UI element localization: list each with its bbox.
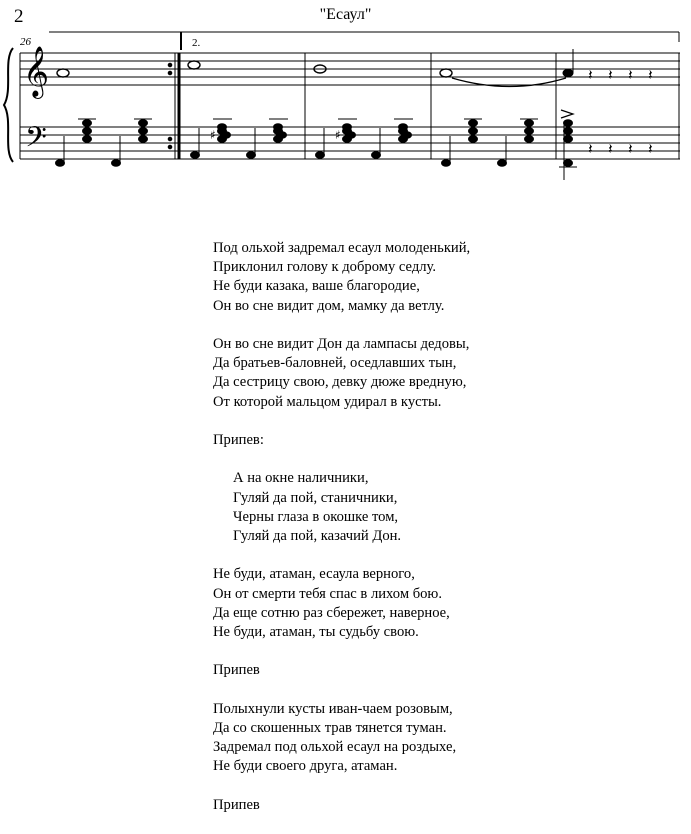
lyric-line: Не буди своего друга, атаман.: [213, 758, 398, 775]
lyric-line: Да сестрицу свою, девку дюже вредную,: [213, 374, 467, 391]
treble-staff: [20, 53, 680, 85]
lyric-line: Не буди, атаман, есаула верного,: [213, 566, 415, 583]
bass-clef-icon: 𝄢: [25, 121, 47, 161]
song-title: "Есаул": [319, 6, 372, 23]
svg-text:𝄽: 𝄽: [608, 66, 613, 84]
volta-bracket: [49, 32, 679, 50]
volta-label: 2.: [192, 37, 201, 49]
chorus-label-block: [213, 431, 470, 450]
lyrics: [213, 239, 470, 834]
lyric-line: Да со скошенных трав тянется туман.: [213, 719, 447, 736]
chorus: [213, 469, 470, 546]
lyric-line: Черны глаза в окошке том,: [233, 508, 399, 525]
music-score: [0, 0, 691, 200]
svg-text:𝄽: 𝄽: [648, 66, 653, 84]
verse-1: [213, 239, 470, 316]
lyric-line: Задремал под ольхой есаул на роздыхе,: [213, 739, 457, 756]
accent-mark: [561, 110, 573, 118]
lyric-line: Не буди казака, ваше благородие,: [213, 278, 420, 295]
svg-text:𝄽: 𝄽: [648, 140, 653, 158]
lyric-line: Он во сне видит дом, мамку да ветлу.: [213, 297, 445, 314]
bass-notes: [56, 119, 578, 180]
lyric-line: Да братьев-баловней, оседлавших тын,: [213, 355, 457, 372]
svg-text:♯: ♯: [210, 128, 216, 142]
lyric-line: Не буди, атаман, ты судьбу свою.: [213, 624, 419, 640]
svg-text:𝄽: 𝄽: [628, 66, 633, 84]
page-number: 2: [14, 6, 24, 27]
system-brace: [4, 48, 13, 162]
measure-number: 26: [20, 36, 31, 48]
lyric-line: Гуляй да пой, станичники,: [233, 489, 398, 506]
refrain-1: [213, 661, 470, 680]
svg-text:𝄽: 𝄽: [588, 66, 593, 84]
treble-clef-icon: 𝄞: [23, 46, 50, 97]
lyric-line: Он во сне видит Дон да лампасы дедовы,: [213, 336, 470, 352]
verse-2: [213, 335, 470, 412]
lyric-line: Полыхнули кусты иван-чаем розовым,: [213, 700, 453, 717]
svg-text:♯: ♯: [335, 128, 341, 142]
lyric-line: Под ольхой задремал есаул молоденький,: [213, 240, 471, 256]
lyric-line: Да еще сотню раз сбережет, наверное,: [213, 604, 450, 621]
refrain-2: [213, 796, 470, 815]
refrain-label: Припев: [213, 796, 260, 813]
lyric-line: Приклонил голову к доброму седлу.: [213, 259, 437, 276]
lyric-line: Гуляй да пой, казачий Дон.: [233, 528, 402, 544]
chorus-label: Припев:: [213, 432, 264, 448]
svg-text:𝄽: 𝄽: [608, 140, 613, 158]
lyric-line: А на окне наличники,: [233, 470, 369, 487]
svg-text:𝄽: 𝄽: [588, 140, 593, 158]
verse-3: [213, 565, 470, 642]
lyric-line: Он от смерти тебя спас в лихом бою.: [213, 585, 442, 602]
verse-4: [213, 700, 470, 777]
svg-text:𝄽: 𝄽: [628, 140, 633, 158]
refrain-label: Припев: [213, 662, 260, 679]
lyric-line: От которой мальцом удирал в кусты.: [213, 393, 442, 410]
